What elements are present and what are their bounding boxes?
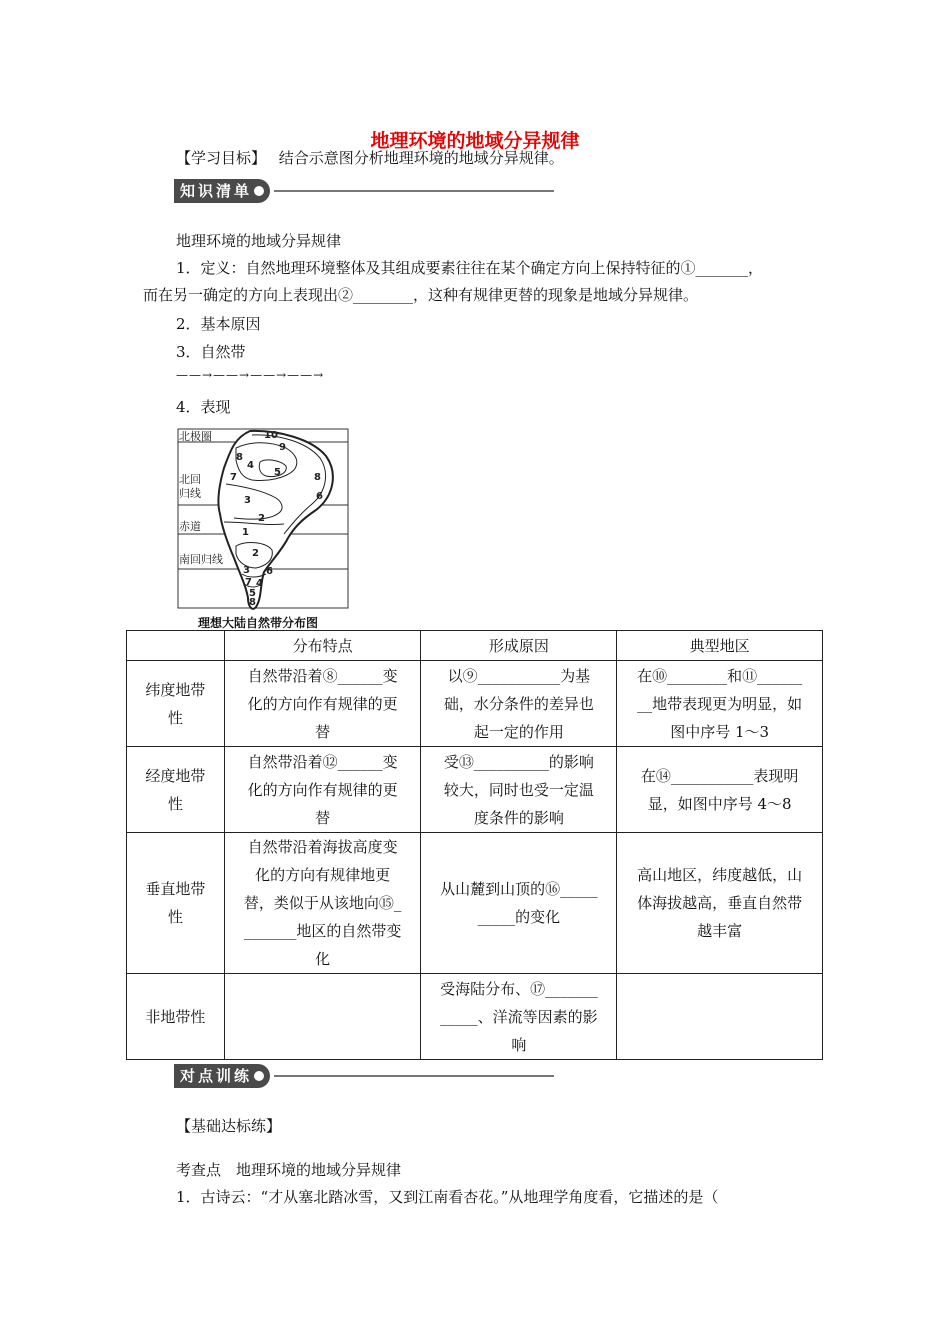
cause-cell: 受海陆分布、⑰_______ _____、洋流等因素的影 响 <box>421 974 617 1060</box>
zone-number: 2 <box>252 548 259 559</box>
zone-number: 8 <box>314 472 321 483</box>
feature-cell <box>224 974 421 1060</box>
table-row <box>127 747 823 833</box>
zone-number: 6 <box>316 491 323 502</box>
zone-number: 8 <box>236 452 243 463</box>
arctic-circle-label: 北极圈 <box>179 430 212 443</box>
definition-line-1: 1．定义：自然地理环境整体及其组成要素往往在某个确定方向上保持特征的①_______， <box>176 259 764 277</box>
cause-cell: 受⑬__________的影响 较大，同时也受一定温 度条件的影响 <box>421 747 617 833</box>
zone-number: 10 <box>264 430 278 441</box>
section-label: 知识清单 <box>180 182 253 200</box>
bullet-dot-icon <box>254 1071 264 1081</box>
objective-tag: 【学习目标】 <box>176 149 267 167</box>
section-header-knowledge <box>174 179 556 205</box>
page-title: 地理环境的地域分异规律 <box>370 130 580 152</box>
region-cell <box>617 974 823 1060</box>
objective-text: 结合示意图分析地理环境的地域分异规律。 <box>278 149 564 167</box>
zone-number: 6 <box>266 566 273 577</box>
cause-cell: 从山麓到山顶的⑯_____ _____的变化 <box>421 833 617 974</box>
zone-number: 7 <box>230 472 237 483</box>
table-row <box>127 974 823 1060</box>
tropic-north-label-2: 归线 <box>179 487 201 500</box>
question-1: 1．古诗云：“才从塞北踏冰雪，又到江南看杏花。”从地理学角度看，它描述的是（ <box>176 1188 719 1206</box>
table-header <box>127 631 225 661</box>
row-name-cell: 经度地带 性 <box>127 747 225 833</box>
feature-cell: 自然带沿着海拔高度变 化的方向有规律地更 替，类似于从该地向⑮_ _______地区的自然带变 化 <box>224 833 421 974</box>
tropic-north-label-1: 北回 <box>179 473 201 486</box>
zone-number: 3 <box>244 495 251 506</box>
table-row <box>127 661 823 747</box>
ideal-continent-map <box>176 428 350 612</box>
zone-number: 7 <box>245 577 252 588</box>
learning-objective <box>176 147 564 168</box>
feature-cell: 自然带沿着⑧______变 化的方向作有规律的更 替 <box>224 661 421 747</box>
table-row <box>127 833 823 974</box>
region-cell: 高山地区，纬度越低，山 体海拔越高，垂直自然带 越丰富 <box>617 833 823 974</box>
basic-cause-item: 2．基本原因 <box>176 315 261 333</box>
cause-cell: 以⑨___________为基 础，水分条件的差异也 起一定的作用 <box>421 661 617 747</box>
section-header-practice <box>174 1064 556 1090</box>
row-name-cell: 非地带性 <box>127 974 225 1060</box>
zonation-table <box>126 630 823 1060</box>
zone-number: 5 <box>249 588 256 599</box>
row-name-cell: 纬度地带 性 <box>127 661 225 747</box>
zone-number: 4 <box>256 578 263 589</box>
manifestation-item: 4．表现 <box>176 398 231 416</box>
region-cell: 在⑭___________表现明 显，如图中序号 4～8 <box>617 747 823 833</box>
region-cell: 在⑩________和⑪______ __地带表现更为明显，如 图中序号 1～3 <box>617 661 823 747</box>
zone-number: 5 <box>274 467 281 478</box>
natural-zone-item: 3．自然带 <box>176 343 246 361</box>
practice-point: 考查点 地理环境的地域分异规律 <box>176 1161 402 1179</box>
zone-number: 2 <box>258 513 265 524</box>
zone-number: 3 <box>243 565 250 576</box>
content-subtitle: 地理环境的地域分异规律 <box>176 232 342 250</box>
bullet-dot-icon <box>254 186 264 196</box>
table-header: 分布特点 <box>224 631 421 661</box>
feature-cell: 自然带沿着⑫______变 化的方向作有规律的更 替 <box>224 747 421 833</box>
zone-number: 4 <box>247 460 254 471</box>
table-header-row <box>127 631 823 661</box>
zone-number: 9 <box>279 442 286 453</box>
tropic-south-label: 南回归线 <box>179 553 223 566</box>
equator-label: 赤道 <box>179 520 201 533</box>
row-name-cell: 垂直地带 性 <box>127 833 225 974</box>
zone-number: 8 <box>249 597 256 608</box>
flow-arrows: ——→——→——→——→ <box>176 368 325 382</box>
table-header: 形成原因 <box>421 631 617 661</box>
section-label: 对点训练 <box>180 1067 253 1085</box>
table-header: 典型地区 <box>617 631 823 661</box>
map-caption: 理想大陆自然带分布图 <box>198 616 319 630</box>
zone-number: 1 <box>242 527 249 538</box>
practice-level: 【基础达标练】 <box>176 1117 282 1135</box>
definition-line-2: 而在另一确定的方向上表现出②________，这种有规律更替的现象是地域分异规律。 <box>143 286 699 304</box>
